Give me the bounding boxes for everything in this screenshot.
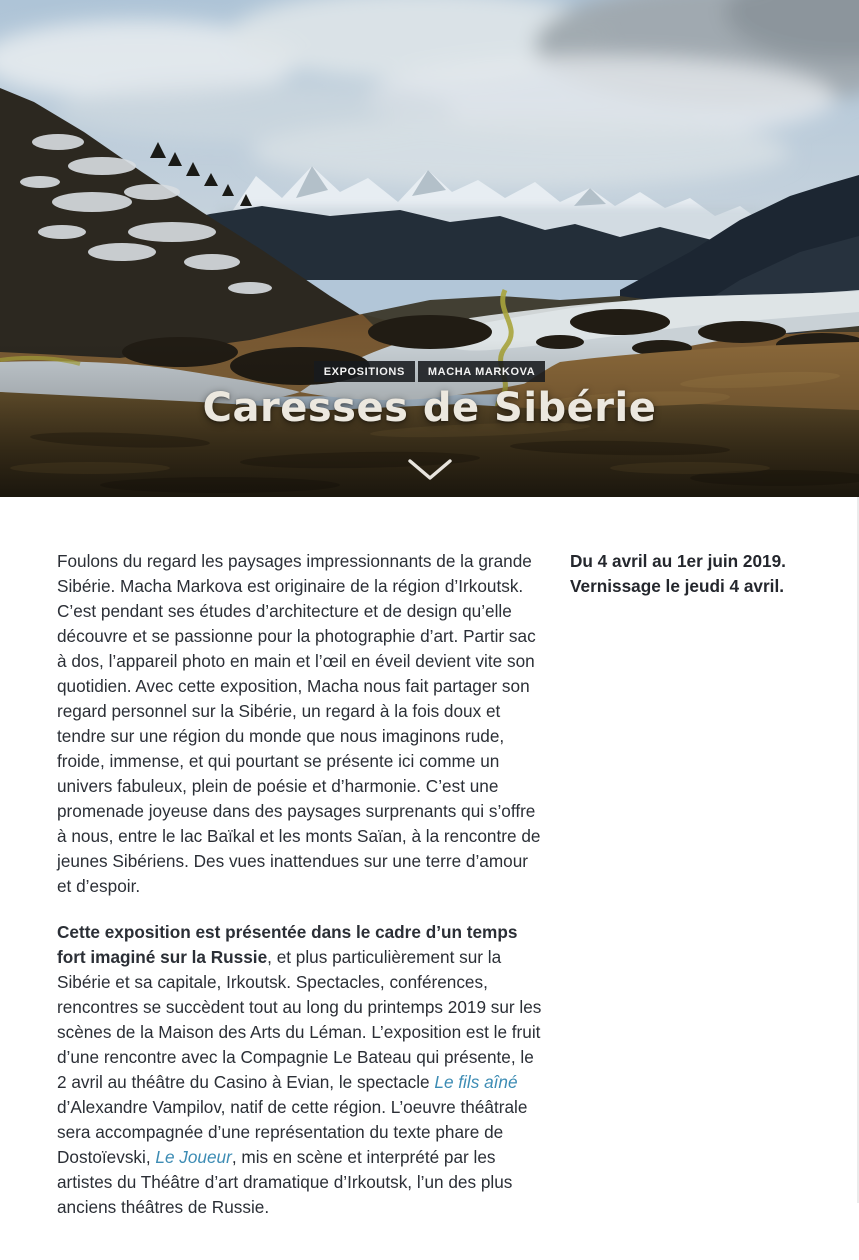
breadcrumb-expositions[interactable]: EXPOSITIONS [314,361,415,382]
hero-section [0,0,859,497]
article-paragraph-1: Foulons du regard les paysages impressionnants de la grande Sibérie. Macha Markova est originaire de la région d’Irkoutsk. C’est pendant ses études d’architecture et de design qu’elle découvre et se passionne pour la photographie d’art. Partir sac à dos, l’appareil photo en main et l’œil en éveil devient vite son quotidien. Avec cette exposition, Macha nous fait partager son regard personnel sur la Sibérie, un regard à la fois doux et tendre sur une région du monde que nous imaginons rude, froide, immense, et qui pourtant se présente ici comme un univers fabuleux, plein de poésie et d’harmonie. C’est une promenade joyeuse dans des paysages surprenants qui s’offre à nous, entre le lac Baïkal et les monts Saïan, à la rencontre de jeunes Sibériens. Des vues inattendues sur une terre d’amour et d’espoir. [57,551,541,896]
article-paragraph-2 [57,920,546,1220]
event-date-range: Du 4 avril au 1er juin 2019. [570,551,786,571]
breadcrumb [0,361,859,382]
link-le-fils-aine[interactable]: Le fils aîné [434,1072,518,1092]
link-le-joueur[interactable]: Le Joueur [155,1147,232,1167]
event-dates [570,549,810,599]
article-body [57,549,546,1220]
page-title: Caresses de Sibérie [202,385,657,431]
article-bold-lead: Cette exposition est présentée dans le cadre d’un temps fort imaginé sur la Russie [57,922,518,967]
hero-overlay [0,0,859,497]
article-text-segment: , mis en scène et interprété par les artistes du Théâtre d’art dramatique d’Irkoutsk, l’un des plus anciens théâtres de Russie. [57,1147,513,1217]
chevron-down-icon[interactable] [407,458,453,484]
article-text-segment: d’Alexandre Vampilov, natif de cette région. L’oeuvre théâtrale sera accompagnée d’une représentation du texte phare de Dostoïevski, [57,1097,528,1167]
article-text-segment: , et plus particulièrement sur la Sibérie et sa capitale, Irkoutsk. Spectacles, conférences, rencontres se succèdent tout au long du printemps 2019 sur les scènes de la Maison des Arts du Léman. L’exposition est le fruit d’une rencontre avec la Compagnie Le Bateau qui présente, le 2 avril au théâtre du Casino à Evian, le spectacle [57,947,542,1092]
article-section [0,497,859,1260]
event-vernissage: Vernissage le jeudi 4 avril. [570,576,785,596]
breadcrumb-macha-markova[interactable]: MACHA MARKOVA [418,361,545,382]
